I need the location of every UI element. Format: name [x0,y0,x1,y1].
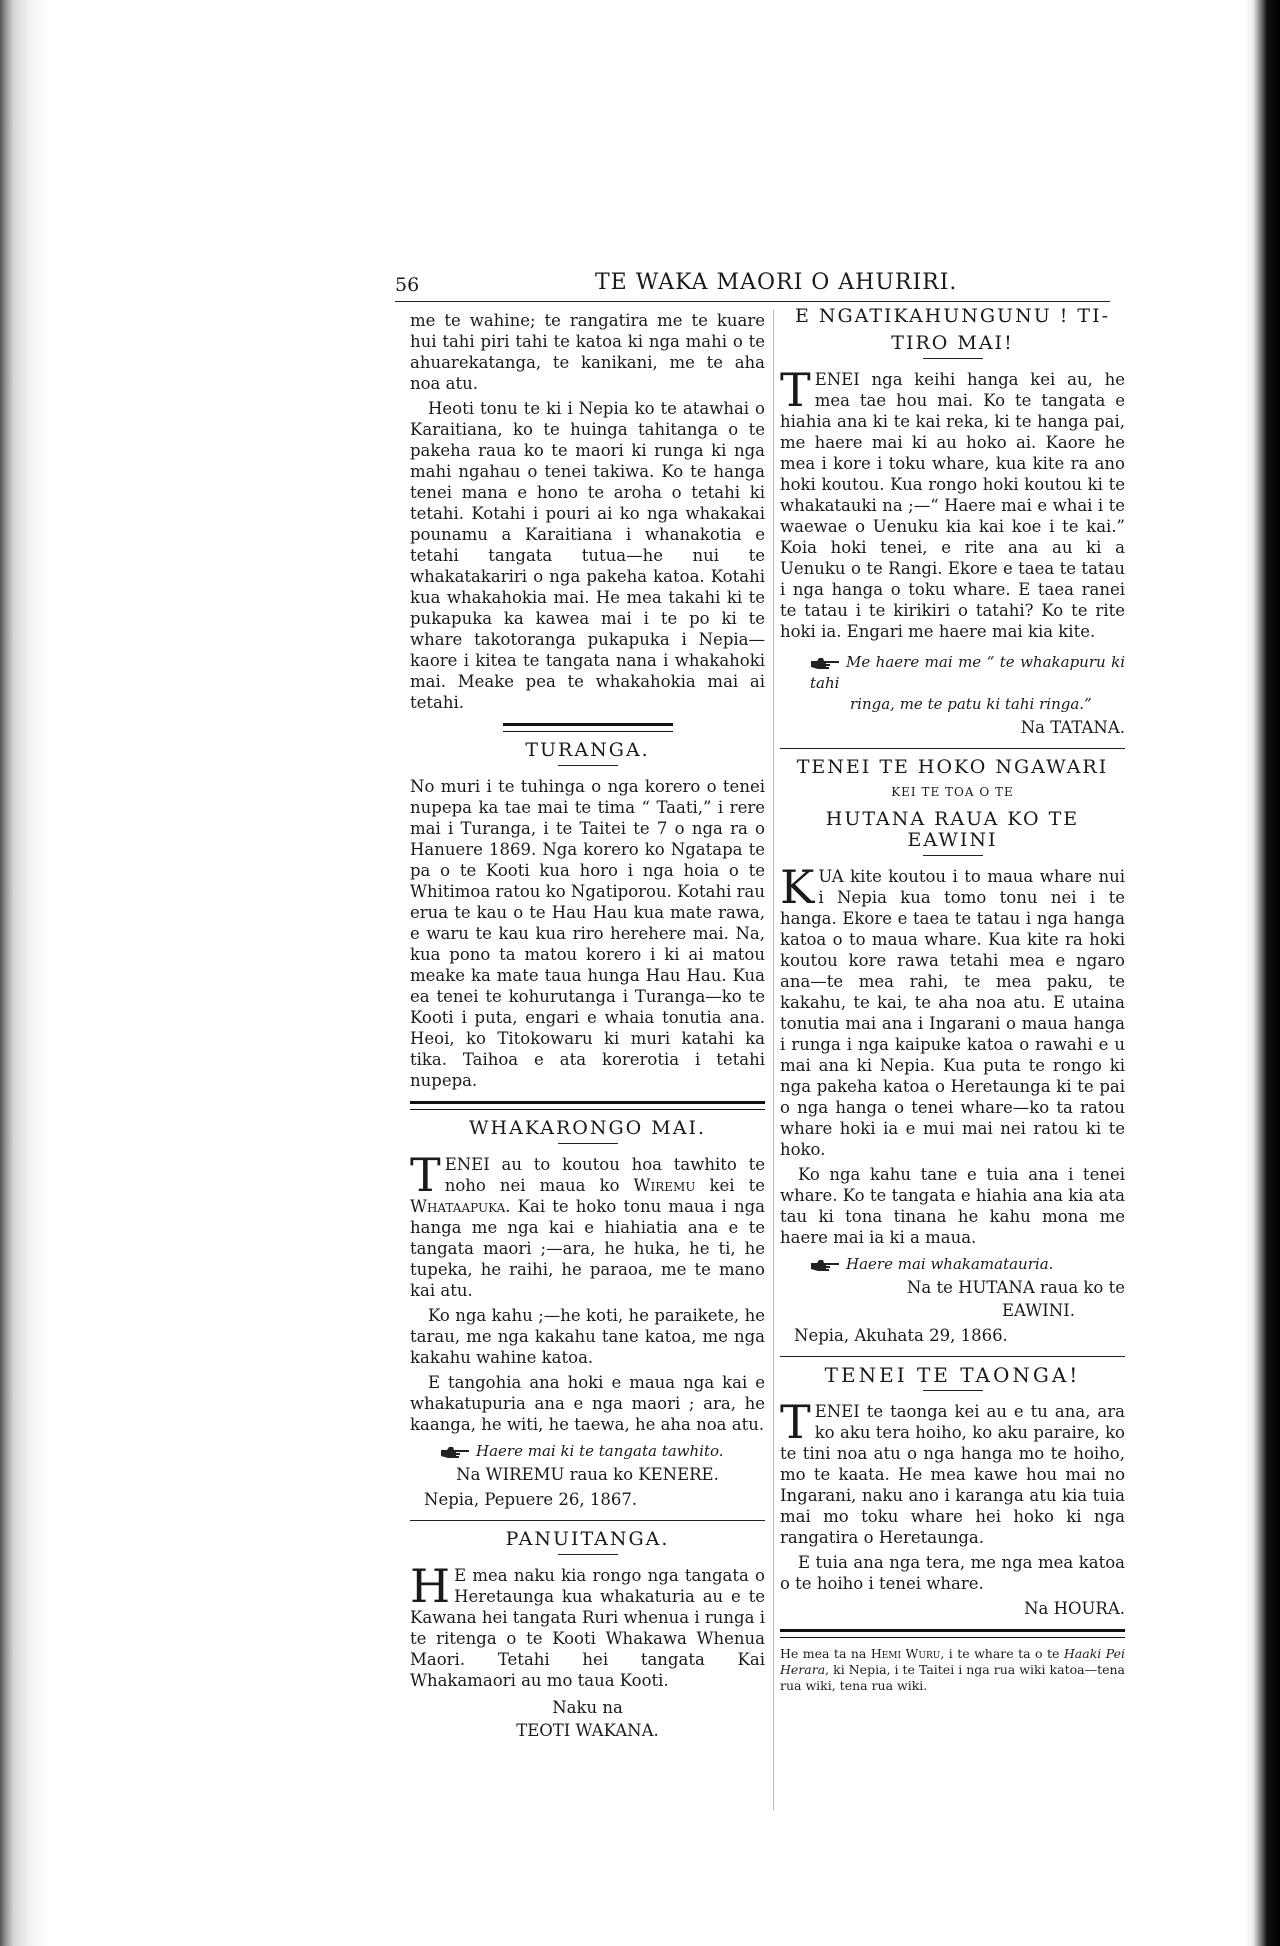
ngatikahungunu-notice: Me haere mai me “ te whakapuru ki tahi ringa, me te patu ki tahi ringa.” [810,653,1125,713]
press-name: Haaki Pei Herara [780,1646,1125,1677]
hoko-heading-1: TENEI TE HOKO NGAWARI [796,756,1109,778]
section-rule [410,1520,765,1521]
whakarongo-heading: WHAKARONGO MAI. [469,1117,706,1139]
drop-cap: T [780,363,811,417]
hoko-heading-2: HUTANA RAUA KO TE EAWINI [825,808,1080,851]
section-rule [780,1356,1125,1357]
page-number: 56 [395,274,420,296]
ngatikahungunu-signature: Na TATANA. [1020,718,1125,737]
heading-rule [558,765,618,766]
turanga-paragraph: No muri i te tuhinga o nga korero o tenei nupepa ka tae mai te tima “ Taati,” i rere mai i Turanga, i te Taitei te 7 o nga ra o Hanuere 1869. Nga korero ko Ngatapa te pa o te Kooti kua horo i nga hoia o te Whitimoa ratou ko Ngatiporou. Kotahi rau erua te kau o te Hau Hau kua mate rawa, e waru te kau kua riro herehere mai. Na, kua pono ta matou korero i ki ai matou meake ka mate taua hunga Hau Hau. Kua ea tenei te kohurutanga i Turanga—ko te Kooti i puta, engari e whaia tonutia ana. Heoi, ko Titokowaru ki muri katahi ka tika. Taihoa e ata korerotia i tetahi nupepa. [410,777,765,1090]
heading-rule [558,1143,618,1144]
ngatikahungunu-heading-1: E NGATIKAHUNGUNU ! TI- [794,305,1111,327]
hoko-signature-line-2: EAWINI. [1002,1301,1075,1320]
heading-rule [923,1390,983,1391]
heading-rule [923,358,983,359]
whakarongo-paragraph-3: E tangohia ana hoki e maua nga kai e whakatupuria ana e nga maori ; ara, he kaanga, he witi, he taewa, he aha noa atu. [410,1373,765,1434]
section-rule [410,1101,765,1110]
hoko-paragraph-2: Ko nga kahu tane e tuia ana i tenei whare. Ko te tangata e hiahia ana kia ata tau ki tona tinana he kahu mona me haere mai ia ki a maua. [780,1165,1125,1247]
place-name: Whataapuka [410,1197,506,1216]
pointing-hand-icon [810,657,840,670]
scan-edge-right [1245,0,1280,1946]
intro-paragraph-1: me te wahine; te rangatira me te kuare hui tahi piri tahi te katoa ki nga mahi o te ahuarekatanga, te kanikani, me te aha noa atu. [410,311,765,393]
drop-cap: K [780,860,815,914]
hoko-paragraph-1: KUA kite koutou i to maua whare nui i Nepia kua tomo tonu nei i te hanga. Ekore e taea te tatau i nga hanga katoa o to maua whare. Kua kite ra hoki koutou kore rawa tetahi mea e ngaro ana—te mea rahi, te mea paku, te kakahu, te kai, te aha noa atu. E utaina tonutia mai ana i Ingarani o maua hanga i runga i nga kaipuke katoa o rawahi e u mai ana ki Nepia. Kua puta te rongo ki nga pakeha katoa o Heretaunga ki te pai o nga hanga o tenei whare—ko ta ratou whare hoki ia e mui mai nei ratou ki te hoko. [780,860,1125,1159]
hoko-signature-line-1: Na te HUTANA raua ko te [906,1278,1125,1297]
taonga-paragraph-1: TENEI te taonga kei au e tu ana, ara ko aku tera hoiho, ko aku paraire, ko te tini noa atu o nga hanga mo te hoiho, mo te kaata. He mea kawe hou mai no Ingarani, naku ano i karanga atu kia tuia mai mo toku whare hei hoko ki nga rangatira o Heretaunga. [780,1395,1125,1547]
merchant-name: Wiremu [633,1176,696,1195]
left-column [410,310,765,1743]
ngatikahungunu-heading-2: TIRO MAI! [891,332,1014,354]
section-rule [780,748,1125,749]
turanga-heading: TURANGA. [525,739,650,761]
drop-cap: T [780,1395,811,1449]
ngatikahungunu-paragraph: TENEI nga keihi hanga kei au, he mea tae hou mai. Ko te tangata e hiahia ana ki te kai reka, ki te hanga pai, me haere mai ki au hoko ai. Kaore he mea i kore i toku whare, kua kite ra ano hoki koutou. Kua rongo hoki koutou ki te whakatauki na ;—“ Haere mai e whai i te waewae o Uenuku kia kai koe i te kai.” Koia hoki tenei, e rite ana au ki a Uenuku o te Rangi. Ekore e taea te tatau i nga hanga o toku whare. E taea ranei te tatau i te kirikiri o tatahi? Ko te rite hoki ia. Engari me haere mai kia kite. [780,363,1125,641]
pointing-hand-icon [810,1259,840,1272]
hoko-subheading: KEI TE TOA O TE [891,785,1014,799]
hoko-date: Nepia, Akuhata 29, 1866. [794,1326,1008,1345]
drop-cap: H [410,1559,451,1613]
heading-rule [923,855,983,856]
scan-edge-left [0,0,48,1946]
taonga-heading: TENEI TE TAONGA! [824,1363,1081,1387]
heading-rule [558,1554,618,1555]
whakarongo-date: Nepia, Pepuere 26, 1867. [424,1490,638,1509]
drop-cap: T [410,1148,441,1202]
newspaper-title: TE WAKA MAORI O AHURIRI. [595,270,958,295]
intro-paragraph-2: Heoti tonu te ki i Nepia ko te atawhai o Karaitiana, ko te huinga tahitanga o te pakeha raua ko te maori ki runga ki nga mahi ngahau o tenei takiwa. Ko te hanga tenei mana e hono te aroha o tetahi ki tetahi. Kotahi i pouri ai ko nga whakakai pounamu a Karaitiana i whanakotia e tetahi tangata tutua—he nui te whakatakariri o nga pakeha katoa. Kotahi kua whakahokia mai. He mea takahi ki te pukapuka ka kawea mai i te po ki te whare takotoranga pukapuka i Nepia—kaore i kitea te tangata nana i whakahoki mai. Meake pea te whakahokia mai ai tetahi. [410,399,765,712]
panuitanga-signature-line-1: Naku na [552,1698,623,1717]
section-rule [780,1629,1125,1638]
whakarongo-notice: Haere mai ki te tangata tawhito. [440,1441,765,1462]
printer-imprint: He mea ta na Hemi Wuru, i te whare ta o te Haaki Pei Herara, ki Nepia, i te Taitei i nga rua wiki katoa—tena rua wiki, tena rua wiki. [780,1646,1125,1693]
taonga-signature: Na HOURA. [1024,1599,1125,1618]
column-divider [773,310,774,1810]
pointing-hand-icon [440,1446,470,1459]
printer-name: Hemi Wuru [870,1646,941,1661]
right-column [780,300,1125,1694]
hoko-notice: Haere mai whakamatauria. [810,1254,1125,1275]
panuitanga-heading: PANUITANGA. [505,1528,670,1550]
taonga-paragraph-2: E tuia ana nga tera, me nga mea katoa o te hoiho i tenei whare. [780,1553,1125,1593]
panuitanga-signature-line-2: TEOTI WAKANA. [516,1721,659,1740]
panuitanga-paragraph: H E mea naku kia rongo nga tangata o Heretaunga kua whakaturia au e te Kawana hei tangata Ruri whenua i runga i te ritenga o te Kooti Whakawa Whenua Maori. Tetahi hei tangata Kai Whakamaori au mo taua Kooti. [410,1559,765,1690]
section-rule [503,723,673,732]
whakarongo-paragraph-2: Ko nga kahu ;—he koti, he paraikete, he tarau, me nga kakahu tane katoa, me nga kakahu wahine katoa. [410,1306,765,1367]
whakarongo-signature: Na WIREMU raua ko KENERE. [456,1465,719,1484]
whakarongo-paragraph-1: TENEI au to koutou hoa tawhito te noho nei maua ko Wiremu kei te Whataapuka. Kai te hoko tonu maua i nga hanga me nga kai e hiahiatia ana e te tangata maori ;—ara, he huka, he ti, he tupeka, he raihi, he paraoa, me te mano kai atu. [410,1148,765,1300]
page-header [395,268,1110,302]
